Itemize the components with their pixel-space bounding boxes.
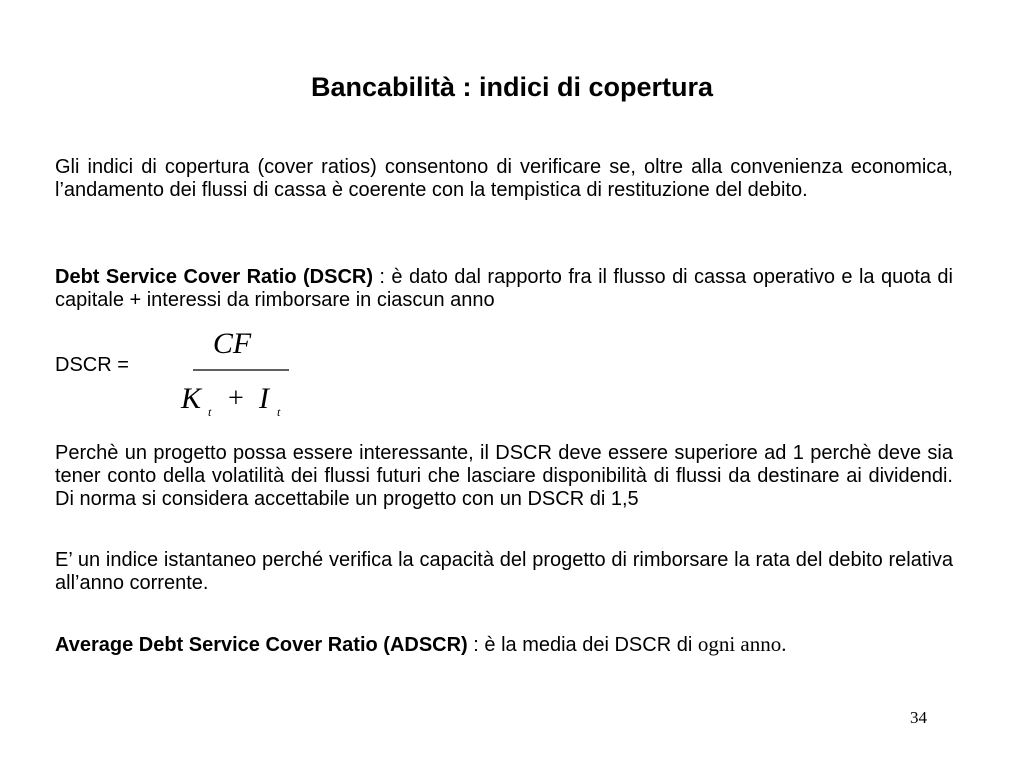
dscr-term: Debt Service Cover Ratio (DSCR) xyxy=(55,266,373,288)
formula-denominator-i: I xyxy=(259,382,269,415)
formula-numerator: CF xyxy=(212,327,252,360)
interest-paragraph: Perchè un progetto possa essere interessante, il DSCR deve essere superiore ad 1 perchè deve sia tener conto della volatilità dei flussi futuri che lasciare disponibilità di flussi da destinare ai dividendi. Di norma si considera accettabile un progetto con un DSCR di 1,5 xyxy=(55,442,953,510)
adscr-definition-text: : è la media dei DSCR di xyxy=(467,634,698,656)
dscr-definition-paragraph xyxy=(55,266,953,312)
instant-index-paragraph: E’ un indice istantaneo perché verifica la capacità del progetto di rimborsare la rata del debito relativa all’anno corrente. xyxy=(55,549,953,594)
formula-plus: + xyxy=(228,383,244,414)
page-number: 34 xyxy=(910,708,927,727)
adscr-definition-paragraph xyxy=(55,633,953,657)
intro-paragraph: Gli indici di copertura (cover ratios) consentono di verificare se, oltre alla convenienza economica, l’andamento dei flussi di cassa è coerente con la tempistica di restituzione del debito. xyxy=(55,156,953,201)
adscr-tail-text: ogni anno. xyxy=(697,632,787,656)
adscr-term: Average Debt Service Cover Ratio (ADSCR) xyxy=(55,634,468,656)
formula-label: DSCR = xyxy=(55,354,129,376)
formula-denominator-k: K xyxy=(181,382,202,415)
dscr-definition-text: : è dato dal rapporto fra il flusso di cassa operativo e la quota di capitale + interessi da rimborsare in ciascun anno xyxy=(55,266,953,311)
formula-denominator-i-subscript: t xyxy=(277,405,281,419)
formula-denominator-k-subscript: t xyxy=(208,405,212,419)
slide-title: Bancabilità : indici di copertura xyxy=(310,72,714,102)
dscr-formula xyxy=(175,322,295,422)
